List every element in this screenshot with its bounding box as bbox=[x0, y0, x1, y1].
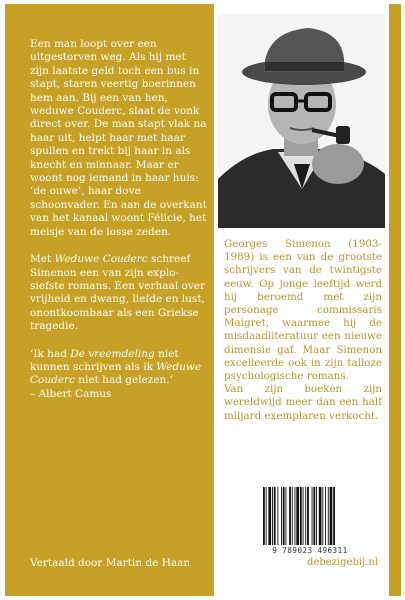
barcode-bar bbox=[316, 487, 317, 545]
publisher-url: debezigebij.nl bbox=[307, 557, 378, 568]
barcode-bar bbox=[303, 487, 304, 545]
barcode-bar bbox=[272, 487, 273, 545]
barcode-bar bbox=[313, 487, 315, 545]
author-bio bbox=[224, 238, 382, 423]
author-panel bbox=[214, 4, 389, 596]
blurb-paragraph-1: Een man loopt over een uitgestorven weg. Als hij met zijn laatste geld toch een bus in stapt, staren veertig boerinnen hem aan. Bij een van hen, weduwe Couderc, slaat de vonk direct over. De man stapt vlak na haar uit, helpt haar met haar spullen en trekt bij haar in als knecht en minnaar. Maar er woont nog iemand in haar huis: ‘de ouwe’, haar dove schoonvader. En aan de overkant van het kanaal woont Félicie, het meisje van de losse zeden. bbox=[30, 38, 207, 238]
blurb-paragraph-2 bbox=[30, 253, 208, 333]
author-portrait-illustration bbox=[218, 14, 385, 228]
barcode-bar bbox=[283, 487, 285, 545]
barcode-bar bbox=[268, 487, 271, 545]
quote-part: niet kunnen schrijven als ik bbox=[30, 347, 179, 373]
quote-book-title: De vreemdeling bbox=[70, 347, 155, 360]
barcode-bar bbox=[281, 487, 282, 545]
isbn-number: 9 789023 496311 bbox=[272, 546, 348, 555]
bio-paragraph-1: Georges Simenon (1903-1989) is een van de grootste schrijvers van de twintigste eeuw. Op jonge leeftijd werd hij beroemd met zijn personage commissaris Maigret, waarmee hij de misdaadliteratuur een nieuwe dimensie gaf. Maar Simenon excelleerde ook in zijn talloze psychologische romans. bbox=[224, 238, 382, 383]
barcode-bar bbox=[328, 487, 329, 545]
barcode-bar bbox=[295, 487, 296, 545]
barcode-bar bbox=[277, 487, 278, 545]
author-photo bbox=[218, 14, 385, 228]
quote-text bbox=[30, 348, 208, 388]
barcode bbox=[261, 487, 359, 545]
quote-part: ‘Ik had bbox=[30, 347, 71, 360]
quote-author: – Albert Camus bbox=[30, 387, 112, 400]
quote-part: niet had gelezen.’ bbox=[74, 374, 173, 387]
barcode-bar bbox=[286, 487, 287, 545]
barcode-bar bbox=[307, 487, 309, 545]
bio-paragraph-2: Van zijn boeken zijn wereldwijd meer dan een half miljard exemplaren verkocht. bbox=[224, 383, 382, 422]
barcode-bar bbox=[300, 487, 302, 545]
barcode-bar bbox=[319, 487, 322, 545]
barcode-bar bbox=[292, 487, 293, 545]
barcode-bar bbox=[263, 487, 265, 545]
barcode-bar bbox=[325, 487, 326, 545]
camus-quote bbox=[30, 348, 208, 402]
barcode-bar bbox=[274, 487, 276, 545]
blurb-text: schreef Simenon een van zijn explosiefste romans. Een verhaal over vrijheid en dwang, liefde en lust, onontkoombaar als een Griekse tragedie. bbox=[30, 253, 205, 333]
barcode-bar bbox=[330, 487, 333, 545]
quote-book-title: Weduwe Couderc bbox=[30, 360, 202, 387]
blurb bbox=[30, 38, 208, 401]
barcode-bar bbox=[333, 487, 335, 545]
barcode-bar bbox=[296, 487, 299, 545]
blurb-text: Met bbox=[30, 253, 55, 266]
barcode-bar bbox=[312, 487, 313, 545]
barcode-bar bbox=[289, 487, 291, 545]
barcode-bar bbox=[322, 487, 323, 545]
translator-credit: Vertaald door Martin de Haan bbox=[30, 557, 191, 569]
barcode-bar bbox=[305, 487, 306, 545]
barcode-bar bbox=[266, 487, 267, 545]
book-title: Weduwe Couderc bbox=[54, 253, 148, 266]
